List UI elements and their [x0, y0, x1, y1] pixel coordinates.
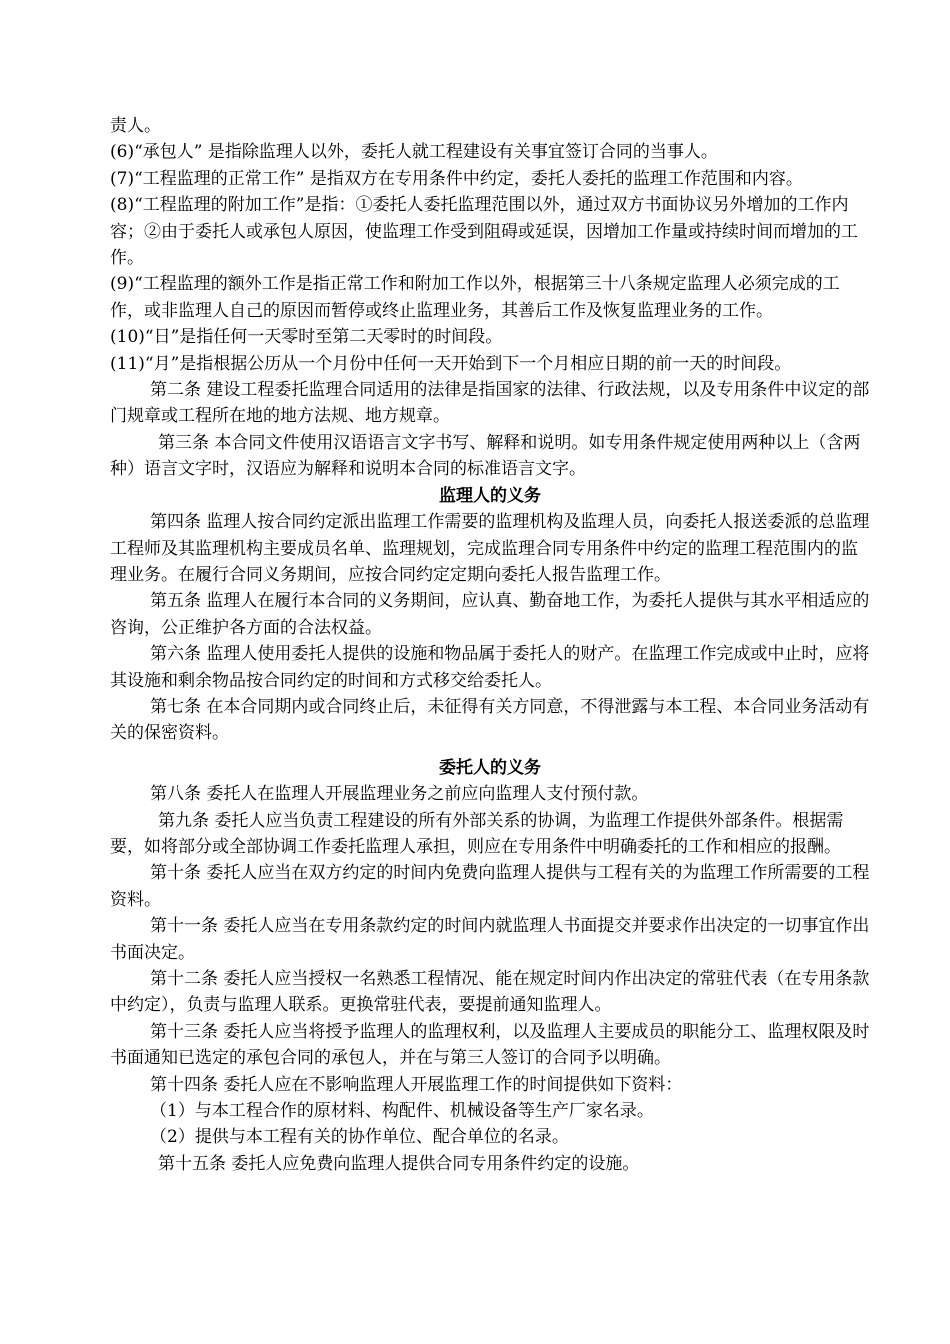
article-3: 第三条 本合同文件使用汉语语言文字书写、解释和说明。如专用条件规定使用两种以上（含两种）语言文字时，汉语应为解释和说明本合同的标准语言文字。 [110, 432, 861, 480]
article-13: 第十三条 委托人应当将授予监理人的监理权利，以及监理人主要成员的职能分工、监理权限及时书面通知已选定的承包合同的承包人，并在与第三人签订的合同予以明确。 [110, 1021, 870, 1069]
article-5: 第五条 监理人在履行本合同的义务期间，应认真、勤奋地工作，为委托人提供与其水平相适应的咨询，公正维护各方面的合法权益。 [110, 591, 870, 638]
article-4: 第四条 监理人按合同约定派出监理工作需要的监理机构及监理人员，向委托人报送委派的总监理工程师及其监理机构主要成员名单、监理规划，完成监理合同专用条件中约定的监理工程范围内的监理业务。在履行合同义务期间，应按合同约定定期向委托人报告监理工作。 [110, 512, 870, 585]
document-page [110, 113, 870, 1177]
article-9: 第九条 委托人应当负责工程建设的所有外部关系的协调，为监理工作提供外部条件。根据需要，如将部分或全部协调工作委托监理人承担，则应在专用条件中明确委托的工作和相应的报酬。 [110, 810, 844, 857]
section-heading-client-obligations: 委托人的义务 [439, 757, 541, 778]
article-8: 第八条 委托人在监理人开展监理业务之前应向监理人支付预付款。 [150, 784, 649, 805]
article-14-item-1: （1）与本工程合作的原材料、构配件、机械设备等生产厂家名录。 [150, 1101, 654, 1122]
article-15: 第十五条 委托人应免费向监理人提供合同专用条件约定的设施。 [158, 1153, 640, 1174]
article-7: 第七条 在本合同期内或合同终止后，未征得有关方同意，不得泄露与本工程、本合同业务活动有关的保密资料。 [110, 696, 870, 744]
paragraph: 责人。 [110, 116, 161, 136]
article-6: 第六条 监理人使用委托人提供的设施和物品属于委托人的财产。在监理工作完成或中止时，应将其设施和剩余物品按合同约定的时间和方式移交给委托人。 [110, 644, 870, 691]
definition-additional-work: (8)“工程监理的附加工作”是指：①委托人委托监理范围以外，通过双方书面协议另外增加的工作内容；②由于委托人或承包人原因，使监理工作受到阻碍或延误，因增加工作量或持续时间而增加的工作。 [110, 195, 858, 269]
article-2: 第二条 建设工程委托监理合同适用的法律是指国家的法律、行政法规，以及专用条件中议定的部门规章或工程所在地的地方法规、地方规章。 [110, 380, 870, 427]
article-11: 第十一条 委托人应当在专用条款约定的时间内就监理人书面提交并要求作出决定的一切事宜作出书面决定。 [110, 916, 870, 963]
definition-day: (10)“日”是指任何一天零时至第二天零时的时间段。 [110, 327, 503, 348]
article-14-item-2: （2）提供与本工程有关的协作单位、配合单位的名录。 [150, 1127, 569, 1148]
article-12: 第十二条 委托人应当授权一名熟悉工程情况、能在规定时间内作出决定的常驻代表（在专用条款中约定），负责与监理人联系。更换常驻代表，要提前通知监理人。 [110, 969, 870, 1016]
definition-normal-work: (7)“工程监理的正常工作” 是指双方在专用条件中约定，委托人委托的监理工作范围和内容。 [110, 168, 803, 189]
section-heading-supervisor-obligations: 监理人的义务 [439, 485, 541, 506]
definition-extra-work: (9)“工程监理的额外工作是指正常工作和附加工作以外，根据第三十八条规定监理人必须完成的工作，或非监理人自己的原因而暂停或终止监理业务，其善后工作及恢复监理业务的工作。 [110, 274, 840, 321]
definition-contractor: (6)“承包人” 是指除监理人以外，委托人就工程建设有关事宜签订合同的当事人。 [110, 142, 718, 163]
definition-month: (11)“月”是指根据公历从一个月份中任何一天开始到下一个月相应日期的前一天的时间段。 [110, 353, 792, 374]
article-14: 第十四条 委托人应在不影响监理人开展监理工作的时间提供如下资料： [150, 1074, 683, 1095]
article-10: 第十条 委托人应当在双方约定的时间内免费向监理人提供与工程有关的为监理工作所需要的工程资料。 [110, 863, 870, 910]
